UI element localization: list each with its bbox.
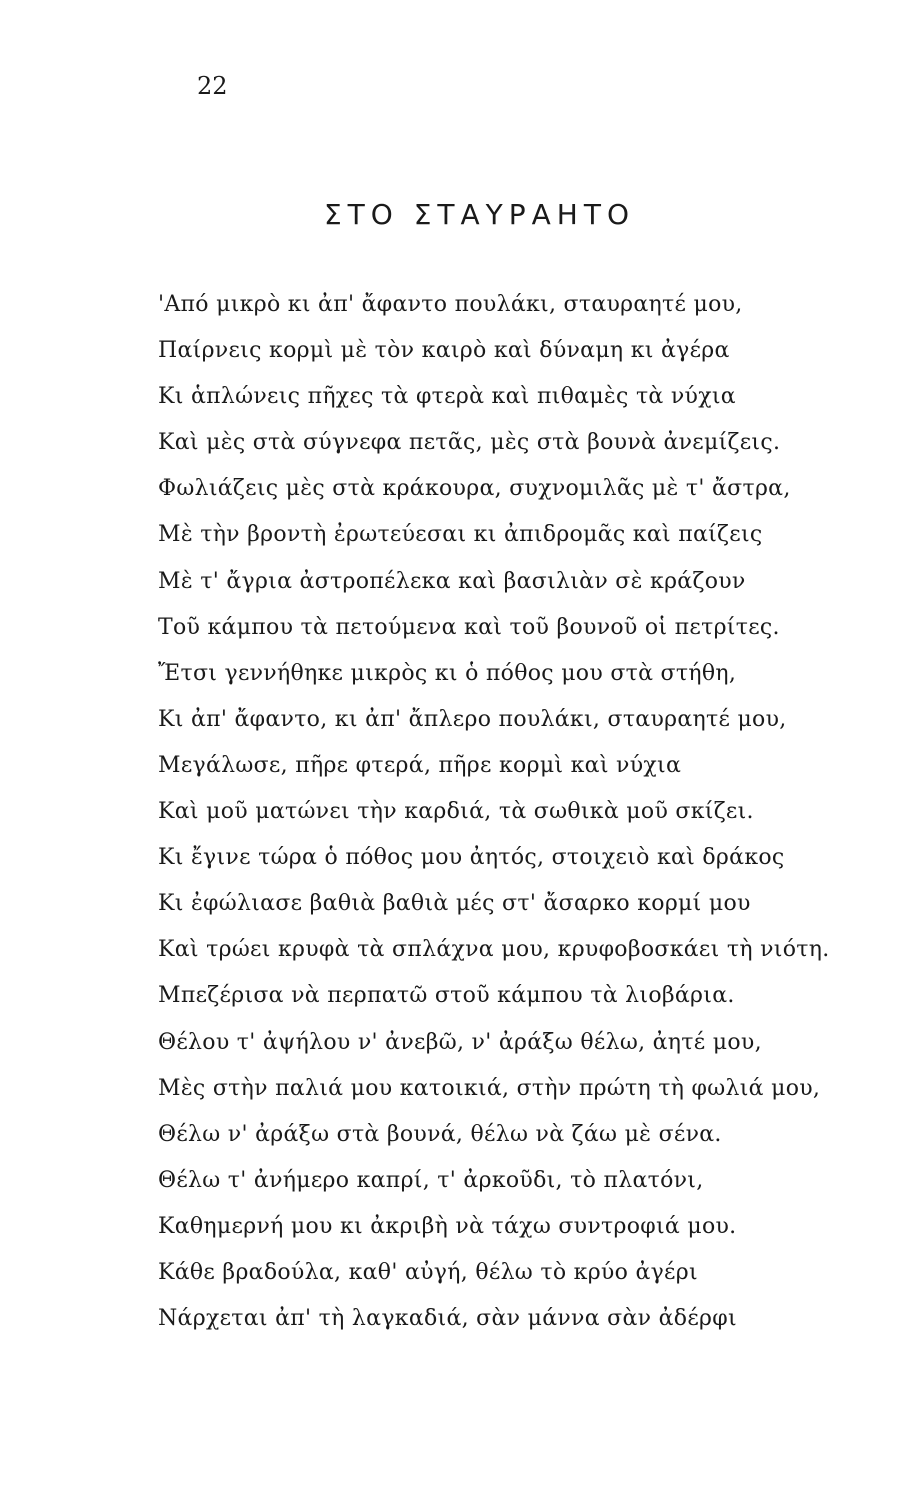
poem-title: ΣΤΟ ΣΤΑΥΡΑΗΤΟ [323, 198, 636, 231]
poem-line: Κάθε βραδούλα, καθ' αὐγή, θέλω τὸ κρύο ἀγέρι [158, 1259, 698, 1285]
poem-line: Καὶ τρώει κρυφὰ τὰ σπλάχνα μου, κρυφοβοσκάει τὴ νιότη. [158, 937, 830, 963]
poem-line: Ἔτσι γεννήθηκε μικρὸς κι ὁ πόθος μου στὰ στήθη, [158, 660, 737, 686]
page-number: 22 [197, 72, 228, 100]
poem-line: Φωλιάζεις μὲς στὰ κράκουρα, συχνομιλᾶς μὲ τ' ἄστρα, [158, 476, 791, 502]
poem-line: Κι ἁπλώνεις πῆχες τὰ φτερὰ καὶ πιθαμὲς τὰ νύχια [158, 384, 736, 410]
poem-line: Κι ἀπ' ἄφαντο, κι ἀπ' ἄπλερο πουλάκι, σταυραητέ μου, [158, 706, 787, 732]
poem-line: Κι ἔγινε τώρα ὁ πόθος μου ἀητός, στοιχειὸ καὶ δράκος [158, 845, 785, 871]
poem-line: Καὶ μοῦ ματώνει τὴν καρδιά, τὰ σωθικὰ μοῦ σκίζει. [158, 799, 754, 825]
poem-body [158, 282, 878, 1342]
poem-line: Μεγάλωσε, πῆρε φτερά, πῆρε κορμὶ καὶ νύχια [158, 752, 682, 778]
poem-line: Θέλου τ' ἀψήλου ν' ἀνεβῶ, ν' ἀράξω θέλω, ἀητέ μου, [158, 1029, 762, 1055]
poem-line: Μὲ τὴν βροντὴ ἐρωτεύεσαι κι ἀπιδρομᾶς καὶ παίζεις [158, 522, 763, 548]
poem-line: Θέλω τ' ἀνήμερο καπρί, τ' ἀρκοῦδι, τὸ πλατόνι, [158, 1167, 704, 1193]
poem-line: Παίρνεις κορμὶ μὲ τὸν καιρὸ καὶ δύναμη κι ἀγέρα [158, 338, 730, 364]
poem-line: Νάρχεται ἀπ' τὴ λαγκαδιά, σὰν μάννα σὰν ἀδέρφι [158, 1306, 737, 1332]
poem-line: Μὲς στὴν παλιά μου κατοικιά, στὴν πρώτη τὴ φωλιά μου, [158, 1075, 821, 1101]
poem-line: Τοῦ κάμπου τὰ πετούμενα καὶ τοῦ βουνοῦ οἱ πετρίτες. [158, 614, 780, 640]
poem-line: Μὲ τ' ἄγρια ἀστροπέλεκα καὶ βασιλιὰν σὲ κράζουν [158, 568, 746, 594]
poem-line: Μπεζέρισα νὰ περπατῶ στοῦ κάμπου τὰ λιοβάρια. [158, 983, 735, 1009]
poem-line: Κι ἐφώλιασε βαθιὰ βαθιὰ μές στ' ἄσαρκο κορμί μου [158, 891, 751, 917]
poem-line: Θέλω ν' ἀράξω στὰ βουνά, θέλω νὰ ζάω μὲ σένα. [158, 1121, 722, 1147]
poem-line: Καὶ μὲς στὰ σύγνεφα πετᾶς, μὲς στὰ βουνὰ ἀνεμίζεις. [158, 430, 781, 456]
poem-line: 'Από μικρὸ κι ἀπ' ἄφαντο πουλάκι, σταυραητέ μου, [158, 292, 743, 317]
poem-line: Καθημερνή μου κι ἀκριβὴ νὰ τάχω συντροφιά μου. [158, 1213, 737, 1239]
